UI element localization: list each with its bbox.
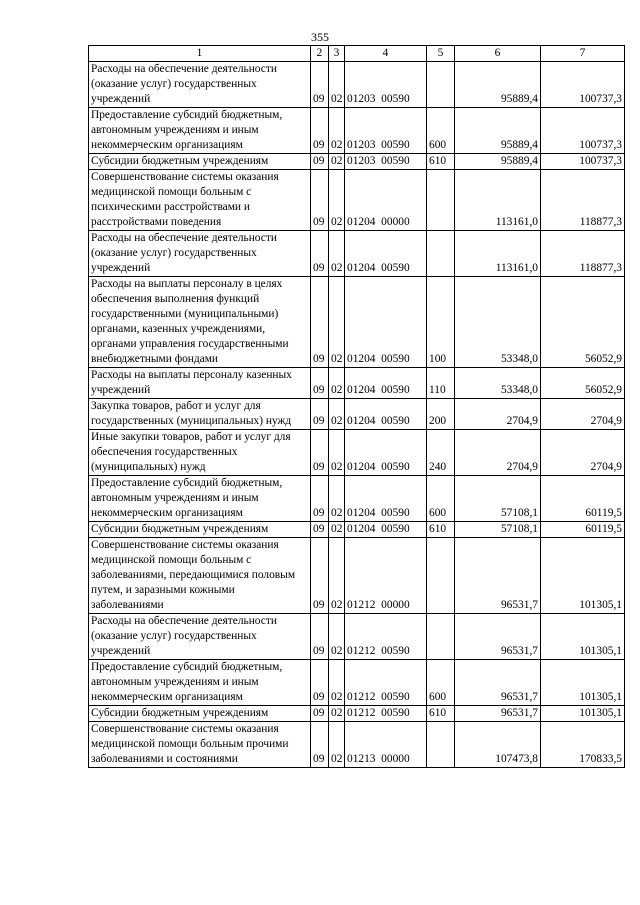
table-row: [89, 399, 625, 430]
header-col-4: 4: [345, 46, 427, 62]
row-code-5-cell: [427, 614, 455, 660]
row-value-6-cell: 53348,0: [455, 368, 541, 399]
row-code-5-cell: [427, 170, 455, 231]
row-name-cell: Предоставление субсидий бюджетным, автономным учреждениям и иным некоммерческим организациям: [89, 108, 311, 154]
row-value-6-cell: 2704,9: [455, 430, 541, 476]
table-row: [89, 722, 625, 768]
row-code-3-cell: 02: [329, 62, 345, 108]
row-code-5-cell: [427, 62, 455, 108]
row-code-3-cell: 02: [329, 706, 345, 722]
row-name-cell: Субсидии бюджетным учреждениям: [89, 154, 311, 170]
row-code-4-cell: 01204 00590: [345, 231, 427, 277]
header-col-1: 1: [89, 46, 311, 62]
row-value-7-cell: 60119,5: [541, 476, 625, 522]
row-code-4-cell: 01203 00590: [345, 108, 427, 154]
row-value-6-cell: 57108,1: [455, 522, 541, 538]
row-code-3-cell: 02: [329, 476, 345, 522]
row-code-4-cell: 01203 00590: [345, 154, 427, 170]
row-value-6-cell: 96531,7: [455, 660, 541, 706]
row-value-7-cell: 2704,9: [541, 430, 625, 476]
row-code-2-cell: 09: [311, 231, 329, 277]
row-code-2-cell: 09: [311, 722, 329, 768]
row-value-6-cell: 107473,8: [455, 722, 541, 768]
row-name-cell: Предоставление субсидий бюджетным, автономным учреждениям и иным некоммерческим организациям: [89, 476, 311, 522]
row-code-5-cell: 240: [427, 430, 455, 476]
table-row: [89, 154, 625, 170]
row-code-5-cell: 610: [427, 522, 455, 538]
row-code-3-cell: 02: [329, 430, 345, 476]
row-code-5-cell: 600: [427, 660, 455, 706]
row-value-7-cell: 60119,5: [541, 522, 625, 538]
row-code-2-cell: 09: [311, 62, 329, 108]
row-code-3-cell: 02: [329, 399, 345, 430]
row-code-4-cell: 01203 00590: [345, 62, 427, 108]
row-code-2-cell: 09: [311, 399, 329, 430]
row-code-5-cell: 610: [427, 154, 455, 170]
table-row: [89, 476, 625, 522]
row-code-3-cell: 02: [329, 170, 345, 231]
row-code-2-cell: 09: [311, 170, 329, 231]
row-code-5-cell: 200: [427, 399, 455, 430]
row-name-cell: Совершенствование системы оказания медицинской помощи больным с заболеваниями, передающимися половым путем, и заразными кожными заболеваниями: [89, 538, 311, 614]
row-code-4-cell: 01204 00590: [345, 399, 427, 430]
row-code-2-cell: 09: [311, 277, 329, 368]
row-value-6-cell: 95889,4: [455, 154, 541, 170]
row-code-5-cell: [427, 722, 455, 768]
row-name-cell: Расходы на обеспечение деятельности (оказание услуг) государственных учреждений: [89, 614, 311, 660]
header-col-7: 7: [541, 46, 625, 62]
row-value-7-cell: 56052,9: [541, 277, 625, 368]
header-col-3: 3: [329, 46, 345, 62]
row-code-3-cell: 02: [329, 154, 345, 170]
row-code-2-cell: 09: [311, 476, 329, 522]
row-value-7-cell: 118877,3: [541, 231, 625, 277]
table-row: [89, 660, 625, 706]
row-code-5-cell: [427, 231, 455, 277]
table-row: [89, 522, 625, 538]
table-row: [89, 706, 625, 722]
table-row: [89, 170, 625, 231]
row-value-6-cell: 113161,0: [455, 231, 541, 277]
header-col-2: 2: [311, 46, 329, 62]
row-code-2-cell: 09: [311, 538, 329, 614]
row-value-7-cell: 100737,3: [541, 108, 625, 154]
row-code-2-cell: 09: [311, 522, 329, 538]
row-code-4-cell: 01213 00000: [345, 722, 427, 768]
table-row: [89, 538, 625, 614]
row-value-7-cell: 56052,9: [541, 368, 625, 399]
row-value-7-cell: 101305,1: [541, 538, 625, 614]
row-value-6-cell: 95889,4: [455, 108, 541, 154]
row-name-cell: Предоставление субсидий бюджетным, автономным учреждениям и иным некоммерческим организациям: [89, 660, 311, 706]
row-code-3-cell: 02: [329, 538, 345, 614]
row-name-cell: Закупка товаров, работ и услуг для государственных (муниципальных) нужд: [89, 399, 311, 430]
row-code-2-cell: 09: [311, 108, 329, 154]
table-row: [89, 368, 625, 399]
row-value-6-cell: 95889,4: [455, 62, 541, 108]
row-value-6-cell: 96531,7: [455, 614, 541, 660]
table-row: [89, 108, 625, 154]
row-code-4-cell: 01212 00590: [345, 706, 427, 722]
header-row: [89, 46, 625, 62]
row-value-6-cell: 113161,0: [455, 170, 541, 231]
row-name-cell: Иные закупки товаров, работ и услуг для обеспечения государственных (муниципальных) нужд: [89, 430, 311, 476]
page-number: 355: [311, 30, 329, 44]
row-code-4-cell: 01204 00590: [345, 522, 427, 538]
row-code-2-cell: 09: [311, 706, 329, 722]
row-name-cell: Расходы на обеспечение деятельности (оказание услуг) государственных учреждений: [89, 231, 311, 277]
row-value-7-cell: 2704,9: [541, 399, 625, 430]
row-value-7-cell: 100737,3: [541, 154, 625, 170]
row-name-cell: Расходы на выплаты персоналу казенных учреждений: [89, 368, 311, 399]
row-code-4-cell: 01204 00590: [345, 430, 427, 476]
row-code-4-cell: 01212 00000: [345, 538, 427, 614]
budget-table: [88, 45, 625, 768]
row-code-2-cell: 09: [311, 154, 329, 170]
row-name-cell: Расходы на выплаты персоналу в целях обеспечения выполнения функций государственными (муниципальными) органами, казенных учреждениями, органами управления государственными внебюджетными фондами: [89, 277, 311, 368]
row-code-2-cell: 09: [311, 660, 329, 706]
row-code-2-cell: 09: [311, 614, 329, 660]
row-code-4-cell: 01204 00590: [345, 368, 427, 399]
row-name-cell: Расходы на обеспечение деятельности (оказание услуг) государственных учреждений: [89, 62, 311, 108]
row-code-3-cell: 02: [329, 277, 345, 368]
row-value-6-cell: 2704,9: [455, 399, 541, 430]
row-code-3-cell: 02: [329, 614, 345, 660]
row-code-5-cell: 600: [427, 108, 455, 154]
table-row: [89, 231, 625, 277]
row-value-7-cell: 101305,1: [541, 706, 625, 722]
row-code-4-cell: 01204 00590: [345, 277, 427, 368]
table-row: [89, 62, 625, 108]
table-row: [89, 614, 625, 660]
row-code-3-cell: 02: [329, 108, 345, 154]
row-name-cell: Субсидии бюджетным учреждениям: [89, 522, 311, 538]
row-value-6-cell: 96531,7: [455, 538, 541, 614]
row-code-5-cell: 600: [427, 476, 455, 522]
row-code-3-cell: 02: [329, 368, 345, 399]
row-name-cell: Совершенствование системы оказания медицинской помощи больным с психическими расстройствами и расстройствами поведения: [89, 170, 311, 231]
table-row: [89, 277, 625, 368]
row-value-7-cell: 170833,5: [541, 722, 625, 768]
row-value-7-cell: 118877,3: [541, 170, 625, 231]
row-code-4-cell: 01204 00000: [345, 170, 427, 231]
header-col-5: 5: [427, 46, 455, 62]
table-row: [89, 430, 625, 476]
row-value-7-cell: 101305,1: [541, 660, 625, 706]
row-code-3-cell: 02: [329, 522, 345, 538]
row-code-2-cell: 09: [311, 430, 329, 476]
row-value-6-cell: 96531,7: [455, 706, 541, 722]
row-code-3-cell: 02: [329, 722, 345, 768]
row-code-4-cell: 01204 00590: [345, 476, 427, 522]
row-value-7-cell: 100737,3: [541, 62, 625, 108]
row-value-6-cell: 57108,1: [455, 476, 541, 522]
row-name-cell: Субсидии бюджетным учреждениям: [89, 706, 311, 722]
header-col-6: 6: [455, 46, 541, 62]
row-code-3-cell: 02: [329, 660, 345, 706]
row-code-4-cell: 01212 00590: [345, 660, 427, 706]
row-code-4-cell: 01212 00590: [345, 614, 427, 660]
row-value-7-cell: 101305,1: [541, 614, 625, 660]
row-value-6-cell: 53348,0: [455, 277, 541, 368]
row-code-5-cell: 110: [427, 368, 455, 399]
row-code-2-cell: 09: [311, 368, 329, 399]
row-code-5-cell: 100: [427, 277, 455, 368]
row-name-cell: Совершенствование системы оказания медицинской помощи больным прочими заболеваниями и состояниями: [89, 722, 311, 768]
row-code-5-cell: 610: [427, 706, 455, 722]
row-code-5-cell: [427, 538, 455, 614]
row-code-3-cell: 02: [329, 231, 345, 277]
